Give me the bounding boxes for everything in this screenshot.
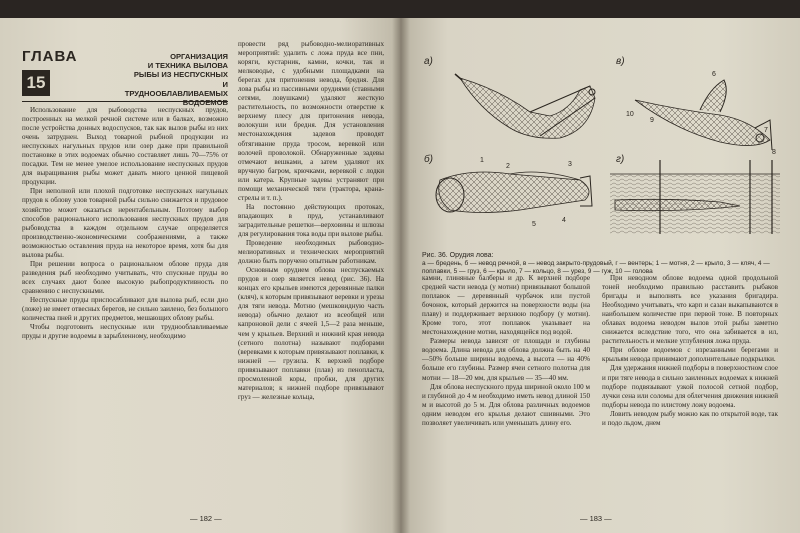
callout-number: 1: [480, 157, 484, 164]
paragraph: Использование для рыбоводства неспускных прудов, построенных на мелкой речной системе или в балках, возможно после устройства донных водоспусков, так как вылов рыбы из них очень затруднен. Выход товарной рыбной продукции из неспускных нагульных прудов или озер даже при правильной постановке в этих водоемах обычно составляет лишь 70—75% от посадки. Тем не менее умелое использование неспускных прудов для выращивания рыбы может давать много ценной пищевой продукции.: [22, 106, 228, 187]
paragraph: Для облова неспускного пруда шириной около 100 м и глубиной до 4 м необходимо иметь невод длиной 150 м и высотой до 5 м. Для облова различных водоемов одним неводом его крылья делают сшивными. Это позволяет увеличивать или уменьшать длину его.: [422, 382, 590, 427]
figure-label-b: б): [424, 154, 433, 165]
paragraph: При неполной или плохой подготовке неспускных нагульных прудов к облову улов товарной рыбы сильно снижается и прудовое хозяйство может оказаться нерентабельным. Поэтому выбор способов рационального использования неспускных прудов для рыбоводства в каждом отдельном случае определяется производственно-экономическими соображениями, а также возможностью оставления пруда на некоторое время, хотя бы для вылова рыбы.: [22, 187, 228, 259]
chapter-word: ГЛАВА: [22, 48, 78, 65]
seine-net-a-drawing: [455, 74, 595, 138]
callout-number: 2: [506, 163, 510, 170]
chapter-title-line: ТРУДНОOБЛАВЛИВАЕМЫХ: [124, 88, 228, 98]
fyke-net-g-drawing: [610, 160, 780, 234]
callout-number: 7: [764, 127, 768, 134]
chapter-title-line: ВОДОЕМОВ: [182, 98, 228, 108]
paragraph: провести ряд рыбоводно-мелиоративных мероприятий: удалить с ложа пруда все пни, коряги, кустарник, камни, кочки, так и мелководье, с удобными площадками на берегах для притонения невода, бредня. Для лова рыбы из пассивными орудиями (ставными сетями, ловушками) удаляют жесткую растительность, по возможности отверстие к верхнему плесу для притонения невода, волокуши или бредня. Для установления местонахождения задевов проводят обтягивание пруда тросом, веревкой или волочей проволокой. Обнаруженные задевы отмечают вешками, а затем удаляют их вручную багром, крючками, веревкой с лодки или катера. Крупные задевы устраняют при помощи механической тяги (трактора, крана-стрелы и т. п.).: [238, 40, 384, 202]
left-page: [0, 18, 400, 533]
pond-seine-v-drawing: [635, 80, 772, 150]
paragraph: На постоянно действующих протоках, впадающих в пруд, устанавливают заградительные решетки—верховины и шлюзы для регулирования тока воды при вылове рыбы.: [238, 202, 384, 238]
right-column-1: [422, 274, 590, 428]
callout-number: 8: [772, 149, 776, 156]
paragraph: Чтобы подготовить неспускные или трудноoблавливаемые пруды и другие водоемы в зарыбленному, необходимо: [22, 323, 228, 341]
page-number-left: — 182 —: [190, 514, 222, 523]
right-page: [400, 18, 800, 533]
book-gutter: [392, 18, 410, 533]
caption-legend: а — бредень, б — невод речной, в — невод закрыто-прудовый, г — вентерь; 1 — мотня, 2 — крыло, 3 — кляч, 4 — поплавки, 5 — груз, 6 — крыло, 7 — кольцо, 8 — урез, 9 — гуж, 10 — голова: [422, 260, 770, 275]
figure-label-a: а): [424, 56, 433, 67]
caption-title: Рис. 36. Орудия лова:: [422, 252, 494, 259]
fishing-gear-illustration: [420, 50, 782, 248]
paragraph: При облове водоемов с изрезанными берегами и крыльям невода принимают дополнительные подкрылки.: [602, 346, 778, 364]
paragraph: Размеры невода зависят от площади и глубины водоема. Длина невода для облова должна быть на 40—50% больше ширины водоема, а высота — на 40% больше его глубины. Размер ячеи сетного полотна для мотни — 18—20 мм, для крыльев — 35—40 мм.: [422, 337, 590, 382]
paragraph: Основным орудием облова неспускаемых прудов и озер является невод (рис. 36). На концах его крыльев имеются деревянные палки (кляч), к которым привязывают веревки и урезы для тяги невода. Мотню (мешковидную часть невода) обычно делают из всеобщей или капроновой дели с ячеей 1,5—2 раза меньше, чем у крыльев. Верхний и нижний края невода (сетного полотна) называют подборами (веревками к которым привязывают поплавки, к нижней — грузила. К верхней подборе привязывают поплавки (плав) из пенопласта, просмоленной коры, пробки, для других материалов; к нижней подборе привязывают груз — железные кольца,: [238, 266, 384, 401]
callout-number: 4: [562, 217, 566, 224]
callout-number: 5: [532, 221, 536, 228]
figure-caption: [422, 252, 780, 276]
right-column-2: [602, 274, 778, 428]
chapter-title-line: ОРГАНИЗАЦИЯ: [170, 52, 228, 61]
callout-number: 9: [650, 117, 654, 124]
callout-number: 3: [568, 161, 572, 168]
callout-number: 10: [626, 111, 634, 118]
chapter-number-badge: 15: [22, 70, 50, 96]
chapter-title-line: И ТЕХНИКА ВЫЛОВА: [147, 61, 228, 71]
paragraph: Для удержания нижней подборы в поверхностном слое и при тяге невода в сильно заиленных водоемах к нижней подборе подвязывают узкой полосой сетной подбор, лучки сена или соломы для облегчения движения нижней подборы невода по илистому ложу водоема.: [602, 364, 778, 409]
figure-36: [420, 50, 782, 248]
river-seine-b-drawing: [436, 172, 592, 213]
paragraph: Проведение необходимых рыбоводно-мелиоративных и технических мероприятий должно быть поручено опытным работникам.: [238, 239, 384, 266]
left-column-2: [238, 40, 384, 402]
page-number-right: — 183 —: [580, 514, 612, 523]
figure-label-v: в): [616, 56, 625, 67]
chapter-title: [118, 52, 228, 107]
paragraph: При решении вопроса о рациональном облове пруда для разведения рыб необходимо учитывать, что спускные пруды во всех случаях дают более высокую рыбопродуктивность по сравнению с неспускными.: [22, 259, 228, 295]
paragraph: Неспускные пруды приспосабливают для вылова рыб, если дно (ложе) не имеет отвесных берегов, не сильно заилено, без большого количества пней и других предметов, мешающих облову рыбы.: [22, 295, 228, 323]
callout-number: 6: [712, 71, 716, 78]
figure-label-g: г): [616, 154, 625, 165]
chapter-title-line: РЫБЫ ИЗ НЕСПУСКНЫХ: [133, 70, 228, 80]
paragraph: При неводном облове водоема одной продольной тоней необходимо правильно расставить рыбаков бригады и выполнять все указания бригадира. Необходимо учитывать, что карп и сазан выкапываются в наибольшем количестве при первой тоне. В повторных облавах водоема неводом вылов этой рыбы заметно снижается вследствие того, что она забивается в ил, растительность и мелкие углубления ложа пруда.: [602, 274, 778, 346]
chapter-rule: [22, 101, 228, 102]
left-column-1: [22, 106, 228, 341]
paragraph: камни, глиняные балберы и др. К верхней подборе средней части невода (у мотни) привязывают большой поплавок — деревянный чурбачок или пустой бочонок, который держится на поверхности воды (на плаву) и поддерживает верхнюю подбору (у мотни). Кроме того, этот поплавок указывает на местонахождение мотни, находящейся под водой.: [422, 274, 590, 337]
paragraph: Ловить неводом рыбу можно как по открытой воде, так и подо льдом, днем: [602, 409, 778, 427]
chapter-title-line: И: [222, 79, 228, 89]
